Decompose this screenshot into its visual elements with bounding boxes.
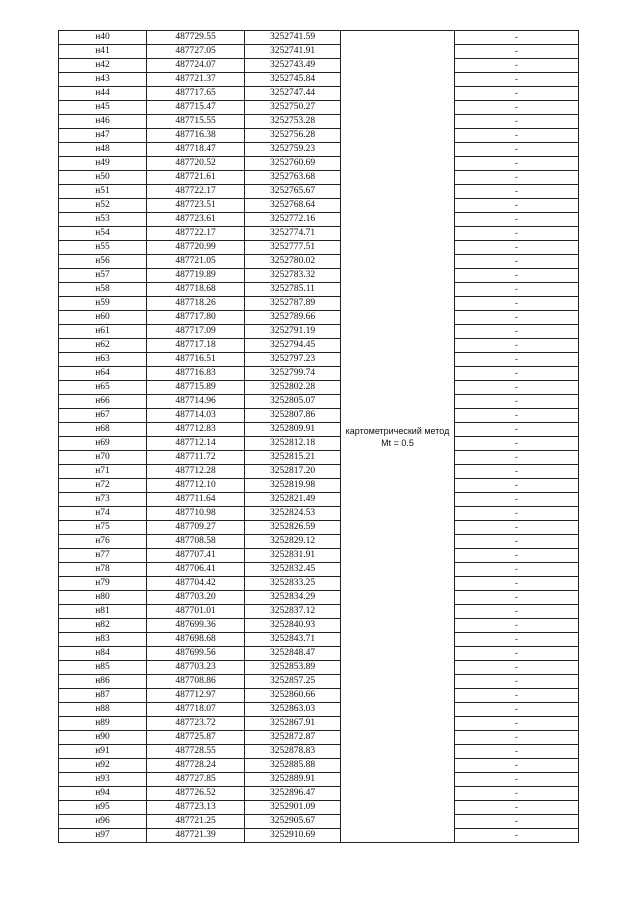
- description-cell: -: [455, 675, 579, 689]
- point-name-cell: н65: [59, 381, 147, 395]
- description-cell: -: [455, 451, 579, 465]
- description-cell: -: [455, 661, 579, 675]
- point-name-cell: н63: [59, 353, 147, 367]
- description-cell: -: [455, 339, 579, 353]
- x-coordinate-cell: 487717.18: [147, 339, 245, 353]
- x-coordinate-cell: 487711.72: [147, 451, 245, 465]
- y-coordinate-cell: 3252815.21: [245, 451, 341, 465]
- point-name-cell: н97: [59, 829, 147, 843]
- table-row: [59, 339, 579, 353]
- point-name-cell: н77: [59, 549, 147, 563]
- y-coordinate-cell: 3252759.23: [245, 143, 341, 157]
- point-name-cell: н45: [59, 101, 147, 115]
- y-coordinate-cell: 3252783.32: [245, 269, 341, 283]
- description-cell: -: [455, 633, 579, 647]
- x-coordinate-cell: 487717.09: [147, 325, 245, 339]
- table-row: [59, 493, 579, 507]
- table-row: [59, 829, 579, 843]
- point-name-cell: н88: [59, 703, 147, 717]
- point-name-cell: н53: [59, 213, 147, 227]
- y-coordinate-cell: 3252819.98: [245, 479, 341, 493]
- point-name-cell: н56: [59, 255, 147, 269]
- description-cell: -: [455, 101, 579, 115]
- point-name-cell: н79: [59, 577, 147, 591]
- x-coordinate-cell: 487719.89: [147, 269, 245, 283]
- point-name-cell: н93: [59, 773, 147, 787]
- description-cell: -: [455, 325, 579, 339]
- x-coordinate-cell: 487715.47: [147, 101, 245, 115]
- x-coordinate-cell: 487723.51: [147, 199, 245, 213]
- description-cell: -: [455, 563, 579, 577]
- description-cell: -: [455, 59, 579, 73]
- point-name-cell: н81: [59, 605, 147, 619]
- x-coordinate-cell: 487712.14: [147, 437, 245, 451]
- point-name-cell: н44: [59, 87, 147, 101]
- description-cell: -: [455, 171, 579, 185]
- y-coordinate-cell: 3252780.02: [245, 255, 341, 269]
- table-row: [59, 549, 579, 563]
- description-cell: -: [455, 129, 579, 143]
- point-name-cell: н71: [59, 465, 147, 479]
- point-name-cell: н86: [59, 675, 147, 689]
- y-coordinate-cell: 3252741.59: [245, 31, 341, 45]
- table-row: [59, 773, 579, 787]
- point-name-cell: н52: [59, 199, 147, 213]
- table-row: [59, 101, 579, 115]
- table-row: [59, 73, 579, 87]
- table-row: [59, 157, 579, 171]
- point-name-cell: н83: [59, 633, 147, 647]
- table-row: [59, 591, 579, 605]
- table-row: [59, 227, 579, 241]
- y-coordinate-cell: 3252750.27: [245, 101, 341, 115]
- point-name-cell: н61: [59, 325, 147, 339]
- table-row: [59, 213, 579, 227]
- description-cell: -: [455, 115, 579, 129]
- y-coordinate-cell: 3252863.03: [245, 703, 341, 717]
- y-coordinate-cell: 3252837.12: [245, 605, 341, 619]
- point-name-cell: н92: [59, 759, 147, 773]
- coordinate-sheet: [58, 30, 578, 843]
- table-row: [59, 115, 579, 129]
- description-cell: -: [455, 73, 579, 87]
- x-coordinate-cell: 487709.27: [147, 521, 245, 535]
- y-coordinate-cell: 3252794.45: [245, 339, 341, 353]
- point-name-cell: н59: [59, 297, 147, 311]
- x-coordinate-cell: 487715.55: [147, 115, 245, 129]
- point-name-cell: н51: [59, 185, 147, 199]
- y-coordinate-cell: 3252853.89: [245, 661, 341, 675]
- x-coordinate-cell: 487722.17: [147, 185, 245, 199]
- y-coordinate-cell: 3252829.12: [245, 535, 341, 549]
- table-row: [59, 451, 579, 465]
- description-cell: -: [455, 549, 579, 563]
- table-row: [59, 325, 579, 339]
- table-row: [59, 311, 579, 325]
- y-coordinate-cell: 3252840.93: [245, 619, 341, 633]
- x-coordinate-cell: 487725.87: [147, 731, 245, 745]
- x-coordinate-cell: 487724.07: [147, 59, 245, 73]
- point-name-cell: н58: [59, 283, 147, 297]
- point-name-cell: н80: [59, 591, 147, 605]
- x-coordinate-cell: 487712.83: [147, 423, 245, 437]
- y-coordinate-cell: 3252832.45: [245, 563, 341, 577]
- x-coordinate-cell: 487716.38: [147, 129, 245, 143]
- coordinates-table: [58, 30, 579, 843]
- x-coordinate-cell: 487723.13: [147, 801, 245, 815]
- point-name-cell: н70: [59, 451, 147, 465]
- description-cell: -: [455, 213, 579, 227]
- point-name-cell: н69: [59, 437, 147, 451]
- description-cell: -: [455, 535, 579, 549]
- table-row: [59, 59, 579, 73]
- x-coordinate-cell: 487712.97: [147, 689, 245, 703]
- point-name-cell: н87: [59, 689, 147, 703]
- point-name-cell: н41: [59, 45, 147, 59]
- description-cell: -: [455, 283, 579, 297]
- y-coordinate-cell: 3252791.19: [245, 325, 341, 339]
- table-row: [59, 269, 579, 283]
- table-row: [59, 381, 579, 395]
- y-coordinate-cell: 3252889.91: [245, 773, 341, 787]
- point-name-cell: н85: [59, 661, 147, 675]
- x-coordinate-cell: 487707.41: [147, 549, 245, 563]
- description-cell: -: [455, 731, 579, 745]
- y-coordinate-cell: 3252787.89: [245, 297, 341, 311]
- point-name-cell: н94: [59, 787, 147, 801]
- coordinates-table-body: [59, 31, 579, 843]
- table-row: [59, 353, 579, 367]
- description-cell: -: [455, 815, 579, 829]
- description-cell: -: [455, 381, 579, 395]
- point-name-cell: н54: [59, 227, 147, 241]
- table-row: [59, 675, 579, 689]
- y-coordinate-cell: 3252747.44: [245, 87, 341, 101]
- x-coordinate-cell: 487718.26: [147, 297, 245, 311]
- table-row: [59, 437, 579, 451]
- description-cell: -: [455, 87, 579, 101]
- y-coordinate-cell: 3252812.18: [245, 437, 341, 451]
- y-coordinate-cell: 3252768.64: [245, 199, 341, 213]
- y-coordinate-cell: 3252805.07: [245, 395, 341, 409]
- point-name-cell: н60: [59, 311, 147, 325]
- x-coordinate-cell: 487714.96: [147, 395, 245, 409]
- x-coordinate-cell: 487698.68: [147, 633, 245, 647]
- table-row: [59, 759, 579, 773]
- table-row: [59, 633, 579, 647]
- point-name-cell: н55: [59, 241, 147, 255]
- y-coordinate-cell: 3252774.71: [245, 227, 341, 241]
- description-cell: -: [455, 297, 579, 311]
- description-cell: -: [455, 493, 579, 507]
- point-name-cell: н43: [59, 73, 147, 87]
- x-coordinate-cell: 487704.42: [147, 577, 245, 591]
- y-coordinate-cell: 3252896.47: [245, 787, 341, 801]
- description-cell: -: [455, 647, 579, 661]
- description-cell: -: [455, 773, 579, 787]
- description-cell: -: [455, 703, 579, 717]
- point-name-cell: н72: [59, 479, 147, 493]
- point-name-cell: н48: [59, 143, 147, 157]
- table-row: [59, 241, 579, 255]
- x-coordinate-cell: 487708.86: [147, 675, 245, 689]
- x-coordinate-cell: 487721.39: [147, 829, 245, 843]
- description-cell: -: [455, 143, 579, 157]
- y-coordinate-cell: 3252860.66: [245, 689, 341, 703]
- description-cell: -: [455, 199, 579, 213]
- table-row: [59, 535, 579, 549]
- y-coordinate-cell: 3252809.91: [245, 423, 341, 437]
- y-coordinate-cell: 3252831.91: [245, 549, 341, 563]
- y-coordinate-cell: 3252843.71: [245, 633, 341, 647]
- point-name-cell: н91: [59, 745, 147, 759]
- point-name-cell: н82: [59, 619, 147, 633]
- description-cell: -: [455, 423, 579, 437]
- x-coordinate-cell: 487699.36: [147, 619, 245, 633]
- description-cell: -: [455, 45, 579, 59]
- x-coordinate-cell: 487721.05: [147, 255, 245, 269]
- point-name-cell: н96: [59, 815, 147, 829]
- x-coordinate-cell: 487706.41: [147, 563, 245, 577]
- point-name-cell: н49: [59, 157, 147, 171]
- y-coordinate-cell: 3252753.28: [245, 115, 341, 129]
- point-name-cell: н57: [59, 269, 147, 283]
- y-coordinate-cell: 3252910.69: [245, 829, 341, 843]
- description-cell: -: [455, 157, 579, 171]
- x-coordinate-cell: 487722.17: [147, 227, 245, 241]
- point-name-cell: н75: [59, 521, 147, 535]
- table-row: [59, 787, 579, 801]
- y-coordinate-cell: 3252885.88: [245, 759, 341, 773]
- x-coordinate-cell: 487712.28: [147, 465, 245, 479]
- method-note-cell: картометрический метод Mt = 0.5: [341, 31, 455, 843]
- y-coordinate-cell: 3252760.69: [245, 157, 341, 171]
- y-coordinate-cell: 3252905.67: [245, 815, 341, 829]
- y-coordinate-cell: 3252826.59: [245, 521, 341, 535]
- table-row: [59, 661, 579, 675]
- table-row: [59, 409, 579, 423]
- point-name-cell: н62: [59, 339, 147, 353]
- y-coordinate-cell: 3252785.11: [245, 283, 341, 297]
- description-cell: -: [455, 241, 579, 255]
- description-cell: -: [455, 787, 579, 801]
- description-cell: -: [455, 367, 579, 381]
- description-cell: -: [455, 521, 579, 535]
- point-name-cell: н78: [59, 563, 147, 577]
- table-row: [59, 255, 579, 269]
- y-coordinate-cell: 3252833.25: [245, 577, 341, 591]
- description-cell: -: [455, 591, 579, 605]
- table-row: [59, 87, 579, 101]
- x-coordinate-cell: 487727.85: [147, 773, 245, 787]
- y-coordinate-cell: 3252821.49: [245, 493, 341, 507]
- table-row: [59, 563, 579, 577]
- description-cell: -: [455, 465, 579, 479]
- x-coordinate-cell: 487728.24: [147, 759, 245, 773]
- x-coordinate-cell: 487729.55: [147, 31, 245, 45]
- point-name-cell: н40: [59, 31, 147, 45]
- description-cell: -: [455, 409, 579, 423]
- x-coordinate-cell: 487712.10: [147, 479, 245, 493]
- description-cell: -: [455, 745, 579, 759]
- y-coordinate-cell: 3252901.09: [245, 801, 341, 815]
- x-coordinate-cell: 487716.51: [147, 353, 245, 367]
- table-row: [59, 297, 579, 311]
- point-name-cell: н89: [59, 717, 147, 731]
- y-coordinate-cell: 3252772.16: [245, 213, 341, 227]
- y-coordinate-cell: 3252777.51: [245, 241, 341, 255]
- x-coordinate-cell: 487723.72: [147, 717, 245, 731]
- x-coordinate-cell: 487720.52: [147, 157, 245, 171]
- y-coordinate-cell: 3252857.25: [245, 675, 341, 689]
- x-coordinate-cell: 487715.89: [147, 381, 245, 395]
- y-coordinate-cell: 3252834.29: [245, 591, 341, 605]
- table-row: [59, 689, 579, 703]
- point-name-cell: н67: [59, 409, 147, 423]
- y-coordinate-cell: 3252878.83: [245, 745, 341, 759]
- y-coordinate-cell: 3252799.74: [245, 367, 341, 381]
- x-coordinate-cell: 487718.47: [147, 143, 245, 157]
- point-name-cell: н42: [59, 59, 147, 73]
- y-coordinate-cell: 3252756.28: [245, 129, 341, 143]
- x-coordinate-cell: 487703.23: [147, 661, 245, 675]
- x-coordinate-cell: 487717.80: [147, 311, 245, 325]
- description-cell: -: [455, 689, 579, 703]
- description-cell: -: [455, 507, 579, 521]
- point-name-cell: н90: [59, 731, 147, 745]
- description-cell: -: [455, 311, 579, 325]
- table-row: [59, 199, 579, 213]
- description-cell: -: [455, 717, 579, 731]
- description-cell: -: [455, 437, 579, 451]
- x-coordinate-cell: 487710.98: [147, 507, 245, 521]
- y-coordinate-cell: 3252872.87: [245, 731, 341, 745]
- table-row: [59, 395, 579, 409]
- x-coordinate-cell: 487708.58: [147, 535, 245, 549]
- table-row: [59, 423, 579, 437]
- point-name-cell: н50: [59, 171, 147, 185]
- point-name-cell: н66: [59, 395, 147, 409]
- description-cell: -: [455, 801, 579, 815]
- description-cell: -: [455, 759, 579, 773]
- x-coordinate-cell: 487718.68: [147, 283, 245, 297]
- y-coordinate-cell: 3252763.68: [245, 171, 341, 185]
- y-coordinate-cell: 3252867.91: [245, 717, 341, 731]
- y-coordinate-cell: 3252741.91: [245, 45, 341, 59]
- table-row: [59, 171, 579, 185]
- table-row: [59, 605, 579, 619]
- description-cell: -: [455, 255, 579, 269]
- table-row: [59, 745, 579, 759]
- description-cell: -: [455, 227, 579, 241]
- point-name-cell: н47: [59, 129, 147, 143]
- y-coordinate-cell: 3252824.53: [245, 507, 341, 521]
- description-cell: -: [455, 269, 579, 283]
- description-cell: -: [455, 395, 579, 409]
- table-row: [59, 143, 579, 157]
- x-coordinate-cell: 487714.03: [147, 409, 245, 423]
- table-row: [59, 507, 579, 521]
- x-coordinate-cell: 487703.20: [147, 591, 245, 605]
- table-row: [59, 185, 579, 199]
- table-row: [59, 717, 579, 731]
- description-cell: -: [455, 31, 579, 45]
- x-coordinate-cell: 487721.37: [147, 73, 245, 87]
- y-coordinate-cell: 3252743.49: [245, 59, 341, 73]
- point-name-cell: н84: [59, 647, 147, 661]
- table-row: [59, 479, 579, 493]
- description-cell: -: [455, 619, 579, 633]
- table-row: [59, 703, 579, 717]
- table-row: [59, 647, 579, 661]
- description-cell: -: [455, 829, 579, 843]
- y-coordinate-cell: 3252848.47: [245, 647, 341, 661]
- table-row: [59, 731, 579, 745]
- point-name-cell: н68: [59, 423, 147, 437]
- table-row: [59, 45, 579, 59]
- point-name-cell: н95: [59, 801, 147, 815]
- point-name-cell: н46: [59, 115, 147, 129]
- description-cell: -: [455, 577, 579, 591]
- description-cell: -: [455, 479, 579, 493]
- point-name-cell: н76: [59, 535, 147, 549]
- table-row: [59, 801, 579, 815]
- table-row: [59, 465, 579, 479]
- table-row: [59, 577, 579, 591]
- table-row: [59, 129, 579, 143]
- x-coordinate-cell: 487720.99: [147, 241, 245, 255]
- x-coordinate-cell: 487699.56: [147, 647, 245, 661]
- x-coordinate-cell: 487727.05: [147, 45, 245, 59]
- table-row: [59, 815, 579, 829]
- table-row: [59, 283, 579, 297]
- table-row: [59, 619, 579, 633]
- y-coordinate-cell: 3252802.28: [245, 381, 341, 395]
- y-coordinate-cell: 3252765.67: [245, 185, 341, 199]
- y-coordinate-cell: 3252797.23: [245, 353, 341, 367]
- point-name-cell: н74: [59, 507, 147, 521]
- table-row: [59, 31, 579, 45]
- x-coordinate-cell: 487721.25: [147, 815, 245, 829]
- y-coordinate-cell: 3252745.84: [245, 73, 341, 87]
- x-coordinate-cell: 487728.55: [147, 745, 245, 759]
- x-coordinate-cell: 487721.61: [147, 171, 245, 185]
- x-coordinate-cell: 487717.65: [147, 87, 245, 101]
- description-cell: -: [455, 605, 579, 619]
- table-row: [59, 521, 579, 535]
- point-name-cell: н73: [59, 493, 147, 507]
- description-cell: -: [455, 353, 579, 367]
- x-coordinate-cell: 487701.01: [147, 605, 245, 619]
- point-name-cell: н64: [59, 367, 147, 381]
- y-coordinate-cell: 3252817.20: [245, 465, 341, 479]
- x-coordinate-cell: 487723.61: [147, 213, 245, 227]
- table-row: [59, 367, 579, 381]
- y-coordinate-cell: 3252789.66: [245, 311, 341, 325]
- x-coordinate-cell: 487726.52: [147, 787, 245, 801]
- x-coordinate-cell: 487711.64: [147, 493, 245, 507]
- x-coordinate-cell: 487716.83: [147, 367, 245, 381]
- y-coordinate-cell: 3252807.86: [245, 409, 341, 423]
- x-coordinate-cell: 487718.07: [147, 703, 245, 717]
- description-cell: -: [455, 185, 579, 199]
